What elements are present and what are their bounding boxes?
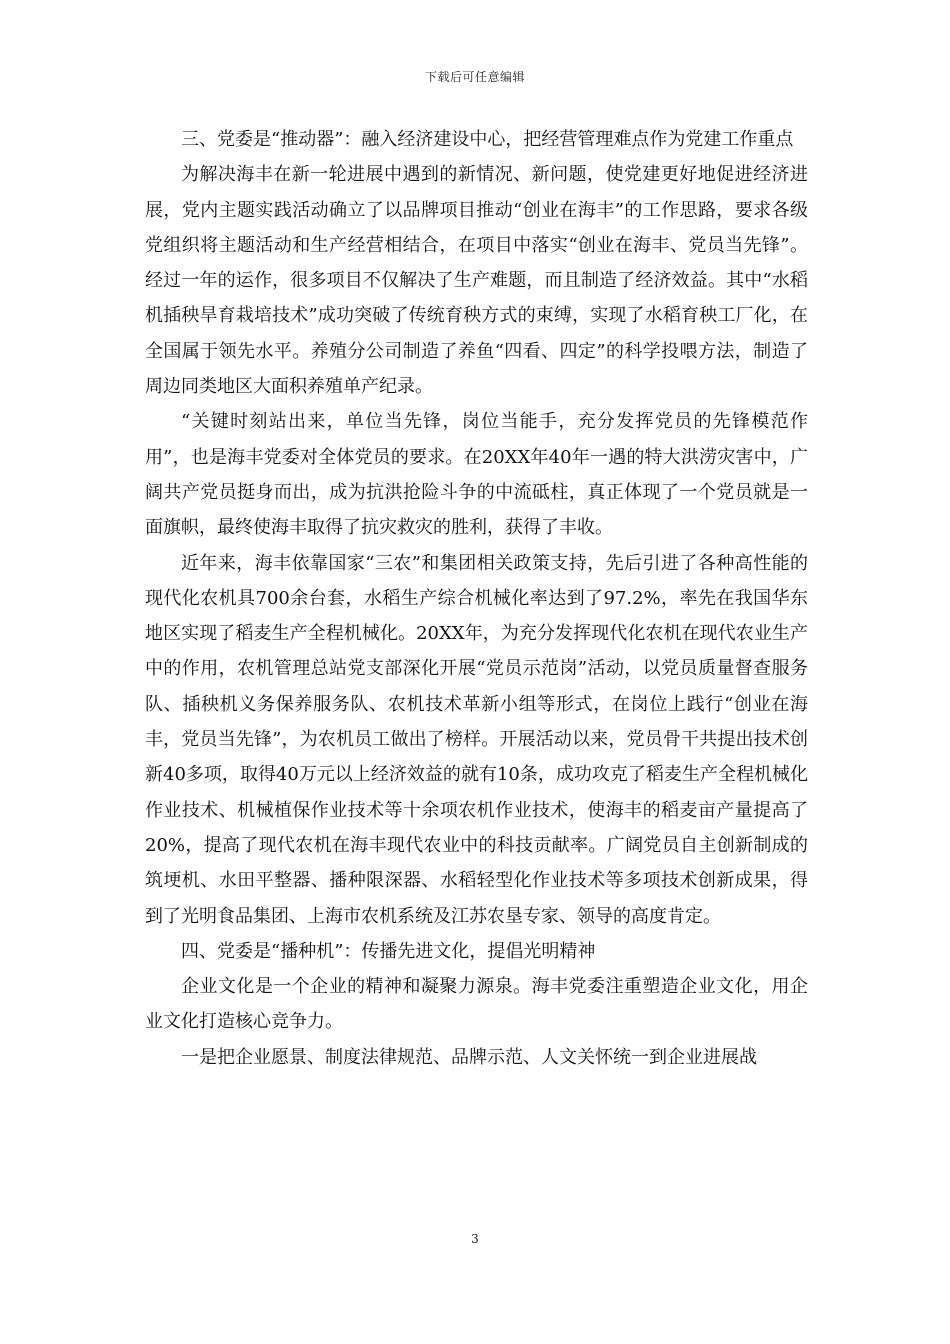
section-heading-three: 三、党委是“推动器”：融入经济建设中心，把经营管理难点作为党建工作重点 [181, 129, 794, 150]
section-heading-four: 四、党委是“播种机”：传播先进文化，提倡光明精神 [181, 940, 596, 962]
paragraph: 为解决海丰在新一轮进展中遇到的新情况、新问题，使党建更好地促进经济进展，党内主题实践活动确立了以品牌项目推动“创业在海丰”的工作思路，要求各级党组织将主题活动和生产经营相结合，在项目中落实“创业在海丰、党员当先锋”。经过一年的运作，很多项目不仅解决了生产难题，而且制造了经济效益。其中“水稻机插秧旱育栽培技术”成功突破了传统育秧方式的束缚，实现了水稻育秧工厂化，在全国属于领先水平。养殖分公司制造了养鱼“四看、四定”的科学投喂方法，制造了周边同类地区大面积养殖单产纪录。 [145, 164, 808, 398]
document-body [145, 122, 808, 1075]
paragraph: 企业文化是一个企业的精神和凝聚力源泉。海丰党委注重塑造企业文化，用企业文化打造核心竞争力。 [145, 976, 808, 1033]
page-number: 3 [471, 1232, 479, 1246]
paragraph: 近年来，海丰依靠国家“三农”和集团相关政策支持，先后引进了各种高性能的现代化农机具700余台套，水稻生产综合机械化率达到了97.2%，率先在我国华东地区实现了稻麦生产全程机械化。20XX年，为充分发挥现代化农机在现代农业生产中的作用，农机管理总站党支部深化开展“党员示范岗”活动，以党员质量督查服务队、插秧机义务保养服务队、农机技术革新小组等形式，在岗位上践行“创业在海丰，党员当先锋”，为农机员工做出了榜样。开展活动以来，党员骨干共提出技术创新40多项，取得40万元以上经济效益的就有10条，成功攻克了稻麦生产全程机械化作业技术、机械植保作业技术等十余项农机作业技术，使海丰的稻麦亩产量提高了20%，提高了现代农机在海丰现代农业中的科技贡献率。广阔党员自主创新制成的筑埂机、水田平整器、播种限深器、水稻轻型化作业技术等多项技术创新成果，得到了光明食品集团、上海市农机系统及江苏农垦专家、领导的高度肯定。 [145, 552, 808, 927]
paragraph: “关键时刻站出来，单位当先锋，岗位当能手，充分发挥党员的先锋模范作用”，也是海丰党委对全体党员的要求。在20XX年40年一遇的特大洪涝灾害中，广阔共产党员挺身而出，成为抗洪抢险斗争的中流砥柱，真正体现了一个党员就是一面旗帜，最终使海丰取得了抗灾救灾的胜利，获得了丰收。 [145, 411, 808, 539]
paragraph: 一是把企业愿景、制度法律规范、品牌示范、人文关怀统一到企业进展战 [181, 1046, 757, 1068]
page-header: 下载后可任意编辑 [424, 70, 525, 84]
